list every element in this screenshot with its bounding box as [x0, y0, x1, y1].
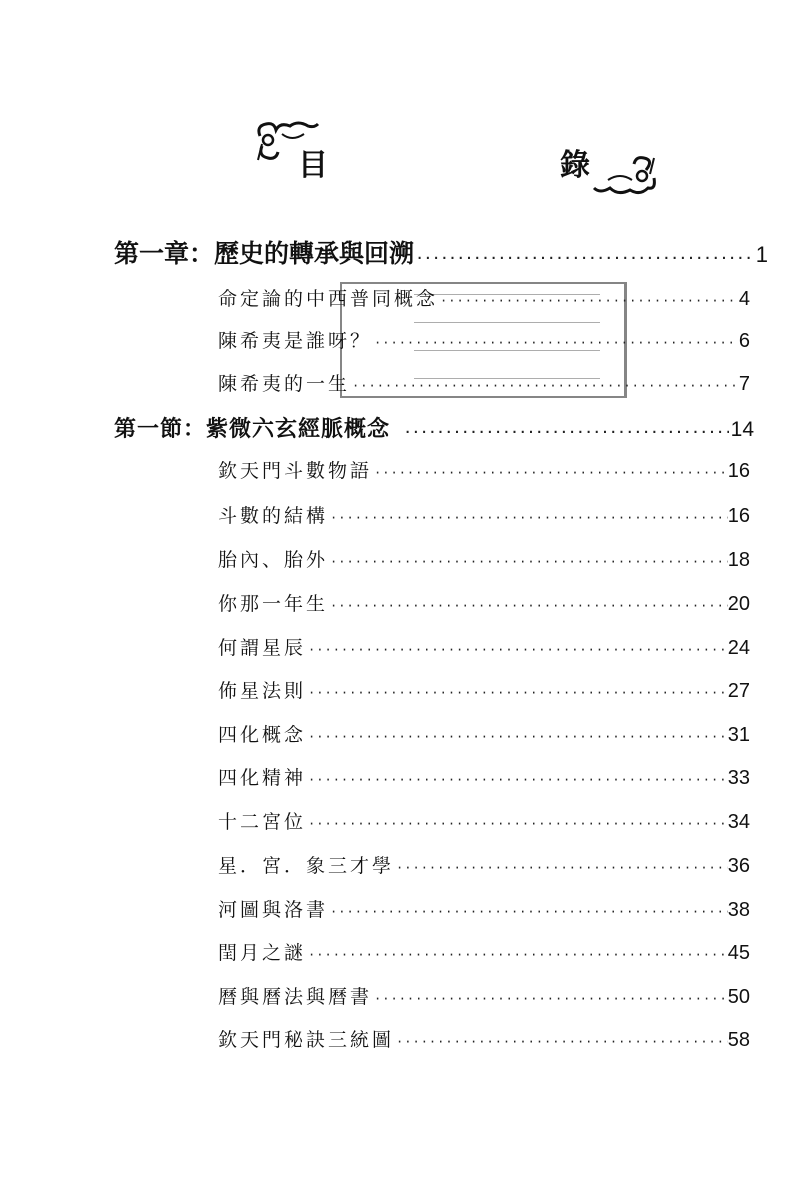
- toc-entry[interactable]: [218, 501, 750, 528]
- toc-entry[interactable]: [218, 369, 750, 396]
- title-char-right: 錄: [560, 148, 590, 183]
- cloud-ornament-right: [590, 152, 660, 200]
- dot-leader: [308, 773, 728, 786]
- entry-page: 31: [727, 724, 750, 746]
- entry-page: 38: [727, 899, 750, 921]
- entry-label: 佈星法則: [218, 680, 307, 702]
- entry-label: 第一節：紫微六玄經脈概念: [114, 417, 391, 442]
- entry-page: 50: [727, 986, 750, 1008]
- entry-page: 18: [727, 549, 750, 571]
- toc-entry-chapter[interactable]: [114, 234, 768, 270]
- entry-label: 何謂星辰: [218, 637, 307, 659]
- entry-page: 4: [738, 288, 750, 310]
- entry-label: 曆與曆法與曆書: [218, 986, 373, 1008]
- toc-entry[interactable]: [218, 633, 750, 660]
- entry-page: 6: [738, 330, 750, 352]
- entry-label: 你那一年生: [218, 593, 329, 615]
- entry-label: 四化概念: [218, 724, 307, 746]
- entry-page: 58: [727, 1029, 750, 1051]
- entry-page: 33: [727, 767, 750, 789]
- dot-leader: [374, 336, 737, 349]
- entry-label: 陳希夷是誰呀？: [218, 330, 373, 352]
- dot-leader: [440, 294, 737, 307]
- toc-entry[interactable]: [218, 676, 750, 703]
- toc-entry[interactable]: [218, 720, 750, 747]
- dot-leader: [374, 992, 728, 1005]
- toc-entry[interactable]: [218, 589, 750, 616]
- entry-label: 斗數的結構: [218, 505, 329, 527]
- entry-page: 24: [727, 637, 750, 659]
- entry-page: 45: [727, 942, 750, 964]
- dot-leader: [308, 643, 728, 656]
- entry-page: 34: [727, 811, 750, 833]
- entry-page: 16: [727, 505, 750, 527]
- toc-entry[interactable]: [218, 456, 750, 483]
- entry-page: 36: [727, 855, 750, 877]
- dot-leader: [330, 905, 728, 918]
- entry-label: 欽天門斗數物語: [218, 460, 373, 482]
- dot-leader: [416, 251, 754, 264]
- entry-label: 胎內、胎外: [218, 549, 329, 571]
- dot-leader: [352, 379, 737, 392]
- dot-leader: [308, 948, 728, 961]
- toc-entry[interactable]: [218, 1025, 750, 1052]
- dot-leader: [330, 511, 728, 524]
- toc-entry[interactable]: [218, 807, 750, 834]
- entry-page: 1: [755, 242, 768, 267]
- entry-label: 閏月之謎: [218, 942, 307, 964]
- entry-label: 陳希夷的一生: [218, 373, 351, 395]
- entry-page: 16: [727, 460, 750, 482]
- entry-label: 欽天門秘訣三統圖: [218, 1029, 395, 1051]
- toc-entry[interactable]: [218, 545, 750, 572]
- entry-label: 四化精神: [218, 767, 307, 789]
- entry-page: 27: [727, 680, 750, 702]
- dot-leader: [396, 1035, 728, 1048]
- dot-leader: [330, 555, 728, 568]
- entry-label: 第一章：歷史的轉承與回溯: [114, 239, 415, 268]
- toc-entry[interactable]: [218, 763, 750, 790]
- dot-leader: [396, 861, 728, 874]
- dot-leader: [404, 425, 729, 438]
- entry-label: 十二宮位: [218, 811, 307, 833]
- toc-entry[interactable]: [218, 326, 750, 353]
- dot-leader: [308, 686, 728, 699]
- entry-page: 14: [730, 418, 754, 441]
- entry-label: 星．宮．象三才學: [218, 855, 395, 877]
- entry-label: 河圖與洛書: [218, 899, 329, 921]
- entry-page: 7: [738, 373, 750, 395]
- dot-leader: [330, 599, 728, 612]
- toc-entry[interactable]: [218, 284, 750, 311]
- toc-entry[interactable]: [218, 895, 750, 922]
- dot-leader: [374, 466, 728, 479]
- toc-entry[interactable]: [218, 938, 750, 965]
- entry-label: 命定論的中西普同概念: [218, 288, 439, 310]
- toc-entry[interactable]: [218, 851, 750, 878]
- dot-leader: [308, 817, 728, 830]
- title-char-left: 目: [298, 148, 328, 183]
- entry-page: 20: [727, 593, 750, 615]
- toc-entry-section[interactable]: [114, 412, 754, 443]
- dot-leader: [308, 730, 728, 743]
- toc-entry[interactable]: [218, 982, 750, 1009]
